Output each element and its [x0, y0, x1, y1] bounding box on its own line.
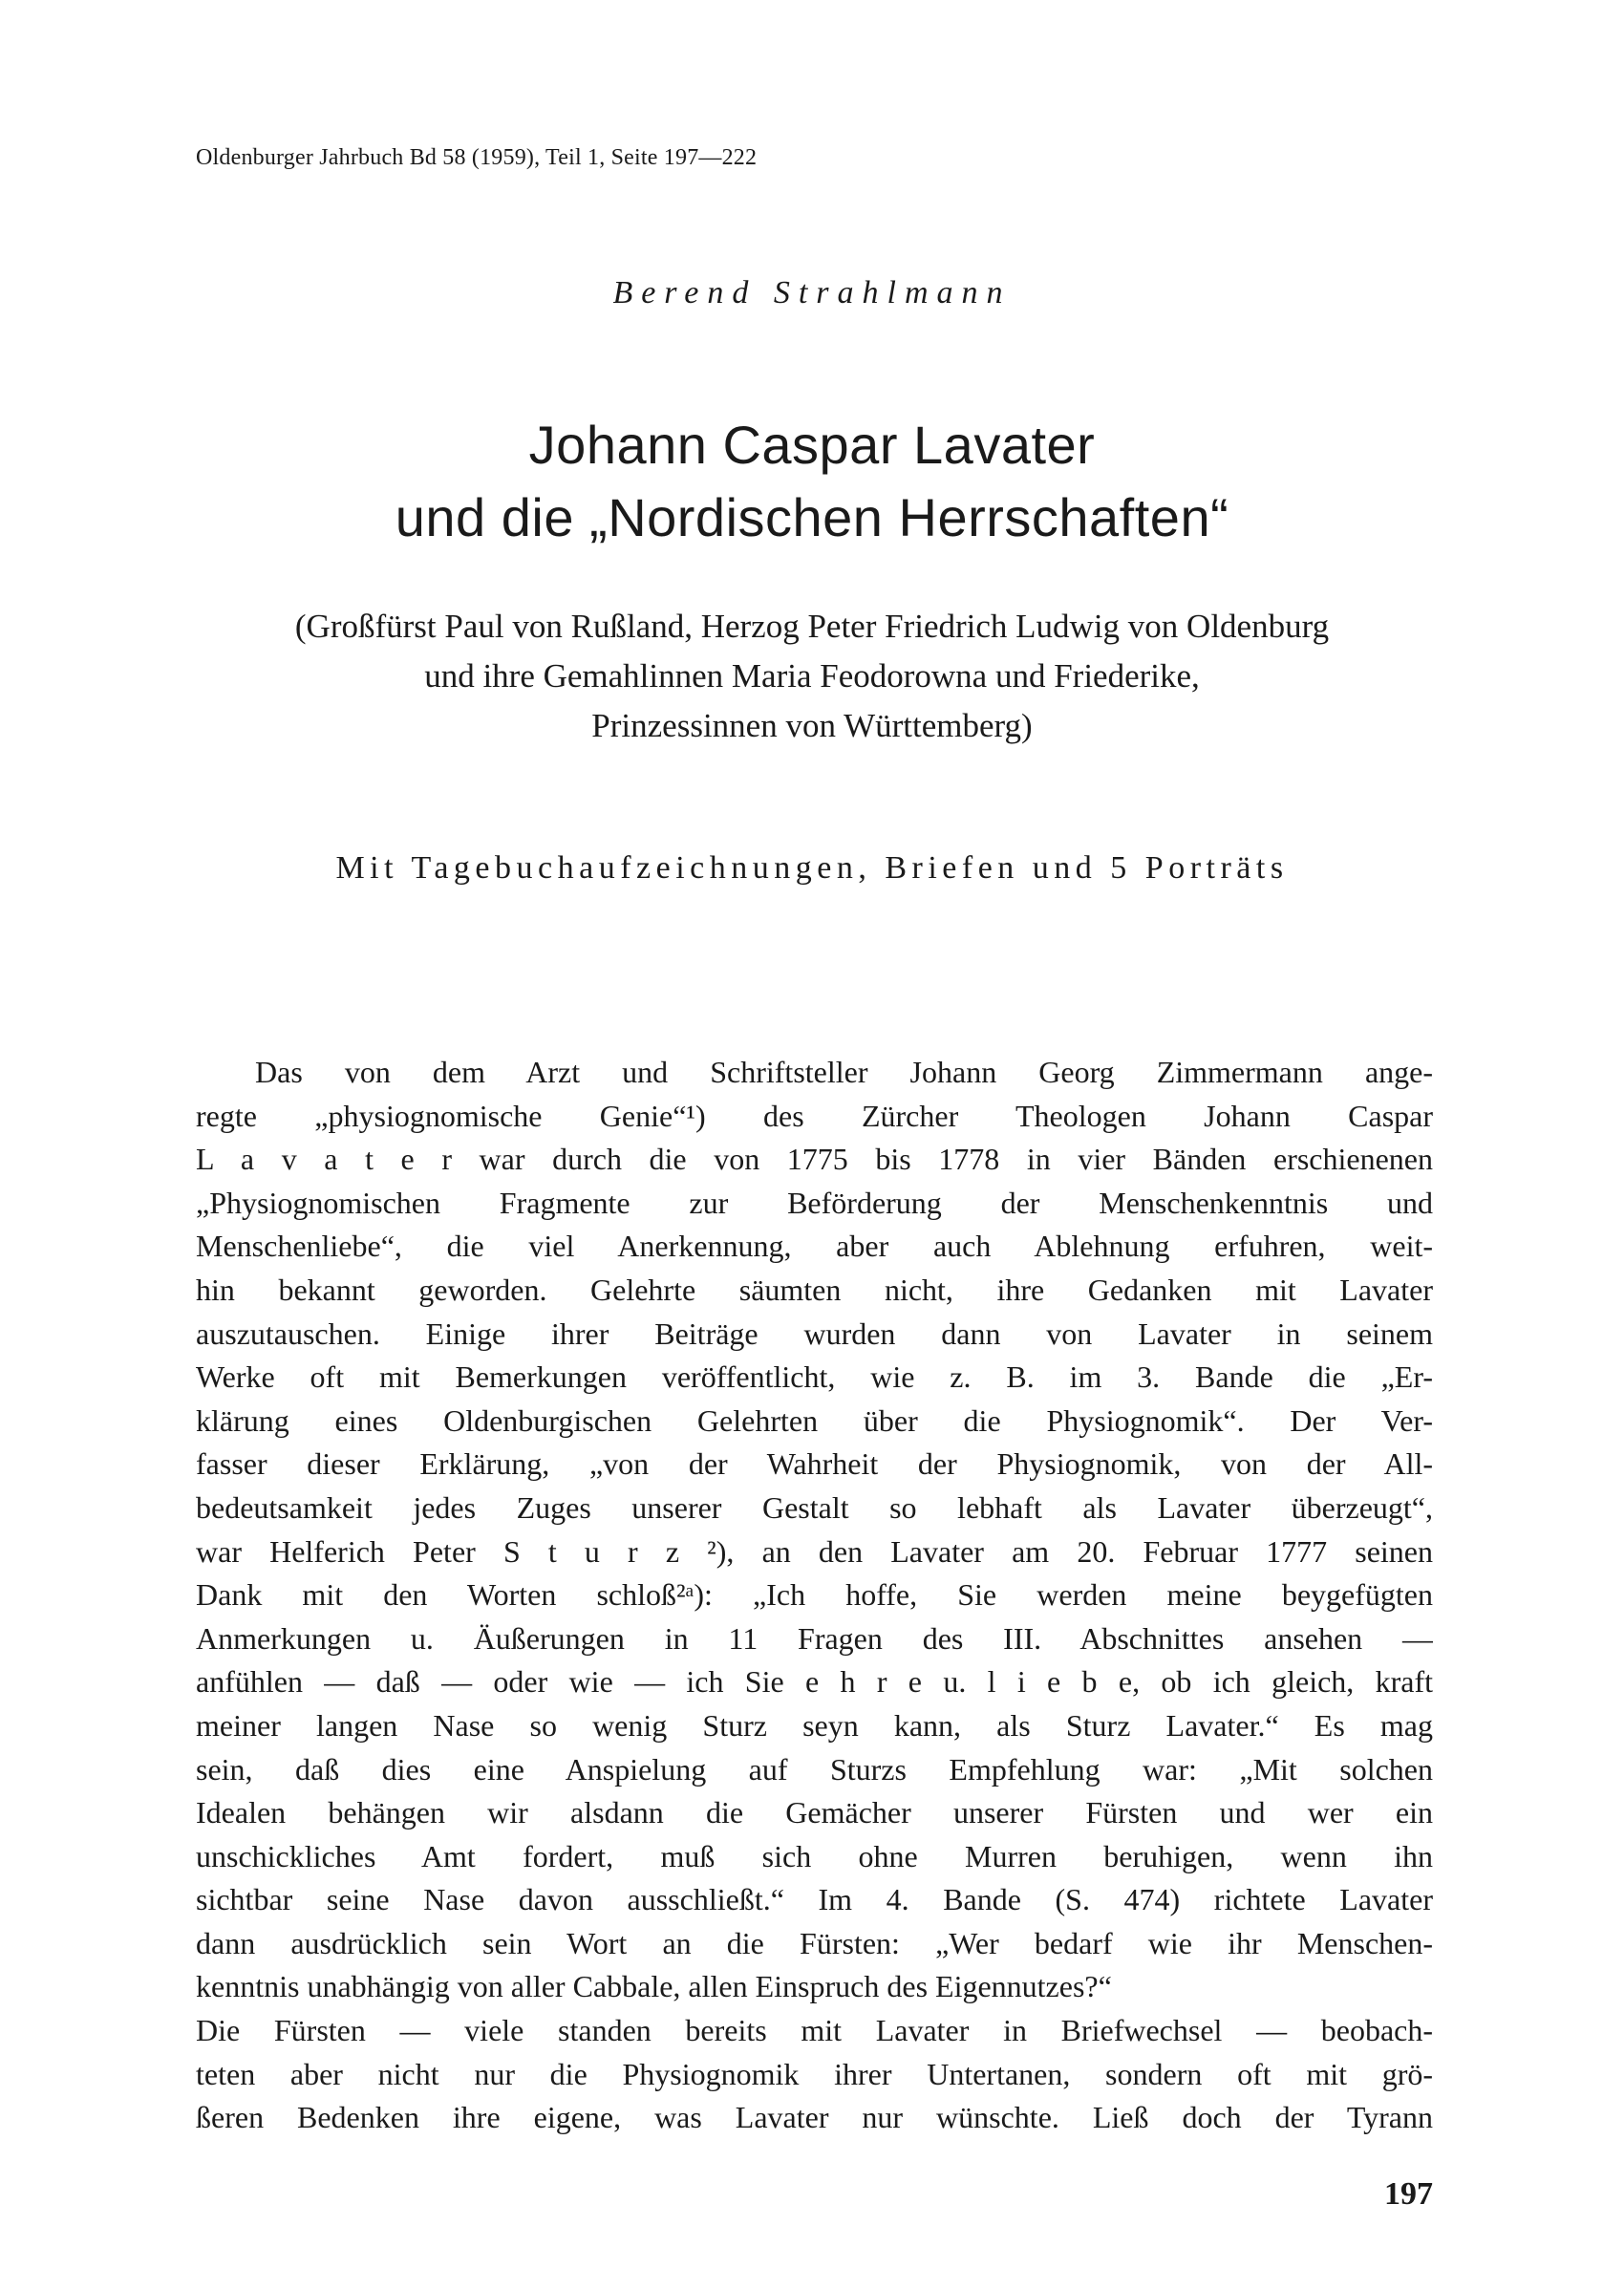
article-title [0, 409, 1624, 554]
body-line: L a v a t e r war durch die von 1775 bis 1778 in vier Bänden erschienenen [196, 1142, 1433, 1177]
author-name: Berend Strahlmann [612, 275, 1012, 310]
body-line: kenntnis unabhängig von aller Cabbale, allen Einspruch des Eigennutzes?“ [196, 1969, 1112, 2004]
body-line: ßeren Bedenken ihre eigene, was Lavater nur wünschte. Ließ doch der Tyrann [196, 2100, 1433, 2135]
body-line: Werke oft mit Bemerkungen veröffentlicht, wie z. B. im 3. Bande die „Er- [196, 1359, 1433, 1395]
body-line: Das von dem Arzt und Schriftsteller Johann Georg Zimmermann ange- [255, 1055, 1433, 1089]
body-line: fasser dieser Erklärung, „von der Wahrheit der Physiognomik, von der All- [196, 1446, 1433, 1482]
article-tagline: Mit Tagebuchaufzeichnungen, Briefen und 5 Porträts [335, 850, 1289, 886]
body-line: sichtbar seine Nase davon ausschließt.“ Im 4. Bande (S. 474) richtete Lavater [196, 1882, 1433, 1917]
title-line-1: Johann Caspar Lavater [528, 415, 1096, 475]
title-line-2: und die „Nordischen Herrschaften“ [395, 487, 1229, 547]
page-number: 197 [1384, 2176, 1433, 2212]
body-line: anfühlen — daß — oder wie — ich Sie e h r e u. l i e b e, ob ich gleich, kraft [196, 1664, 1433, 1700]
body-line: sein, daß dies eine Anspielung auf Sturzs Empfehlung war: „Mit solchen [196, 1751, 1433, 1787]
body-line: teten aber nicht nur die Physiognomik ihrer Untertanen, sondern oft mit grö- [196, 2056, 1433, 2091]
body-line: Idealen behängen wir alsdann die Gemächer unserer Fürsten und wer ein [196, 1795, 1433, 1830]
body-text [196, 1051, 1433, 2140]
body-line: auszutauschen. Einige ihrer Beiträge wurden dann von Lavater in seinem [196, 1316, 1433, 1351]
body-line: „Physiognomischen Fragmente zur Beförderung der Menschenkenntnis und [196, 1185, 1433, 1220]
body-line: bedeutsamkeit jedes Zuges unserer Gestalt so lebhaft als Lavater überzeugt“, [196, 1489, 1433, 1525]
body-line: Anmerkungen u. Äußerungen in 11 Fragen des III. Abschnittes ansehen — [196, 1620, 1433, 1656]
subtitle-line-1: (Großfürst Paul von Rußland, Herzog Peter Friedrich Ludwig von Oldenburg [294, 608, 1330, 645]
body-line: Die Fürsten — viele standen bereits mit Lavater in Briefwechsel — beobach- [196, 2013, 1433, 2048]
subtitle-line-3: Prinzessinnen von Württemberg) [591, 707, 1033, 744]
body-line: dann ausdrücklich sein Wort an die Fürsten: „Wer bedarf wie ihr Menschen- [196, 1925, 1433, 1960]
body-line: meiner langen Nase so wenig Sturz seyn kann, als Sturz Lavater.“ Es mag [196, 1707, 1433, 1743]
body-line: regte „physiognomische Genie“¹) des Zürcher Theologen Johann Caspar [196, 1098, 1433, 1133]
article-subtitle [143, 602, 1481, 751]
body-line: Menschenliebe“, die viel Anerkennung, aber auch Ablehnung erfuhren, weit- [196, 1229, 1433, 1264]
body-line: Dank mit den Worten schloß²ᵃ): „Ich hoffe, Sie werden meine beygefügten [196, 1577, 1433, 1613]
body-line: unschickliches Amt fordert, muß sich ohne Murren beruhigen, wenn ihn [196, 1838, 1433, 1873]
body-line: hin bekannt geworden. Gelehrte säumten nicht, ihre Gedanken mit Lavater [196, 1272, 1433, 1307]
body-line: klärung eines Oldenburgischen Gelehrten über die Physiognomik“. Der Ver- [196, 1402, 1433, 1438]
subtitle-line-2: und ihre Gemahlinnen Maria Feodorowna und Friederike, [424, 657, 1200, 695]
journal-citation: Oldenburger Jahrbuch Bd 58 (1959), Teil 1, Seite 197—222 [196, 145, 758, 170]
body-line: war Helferich Peter S t u r z ²), an den Lavater am 20. Februar 1777 seinen [196, 1533, 1433, 1569]
